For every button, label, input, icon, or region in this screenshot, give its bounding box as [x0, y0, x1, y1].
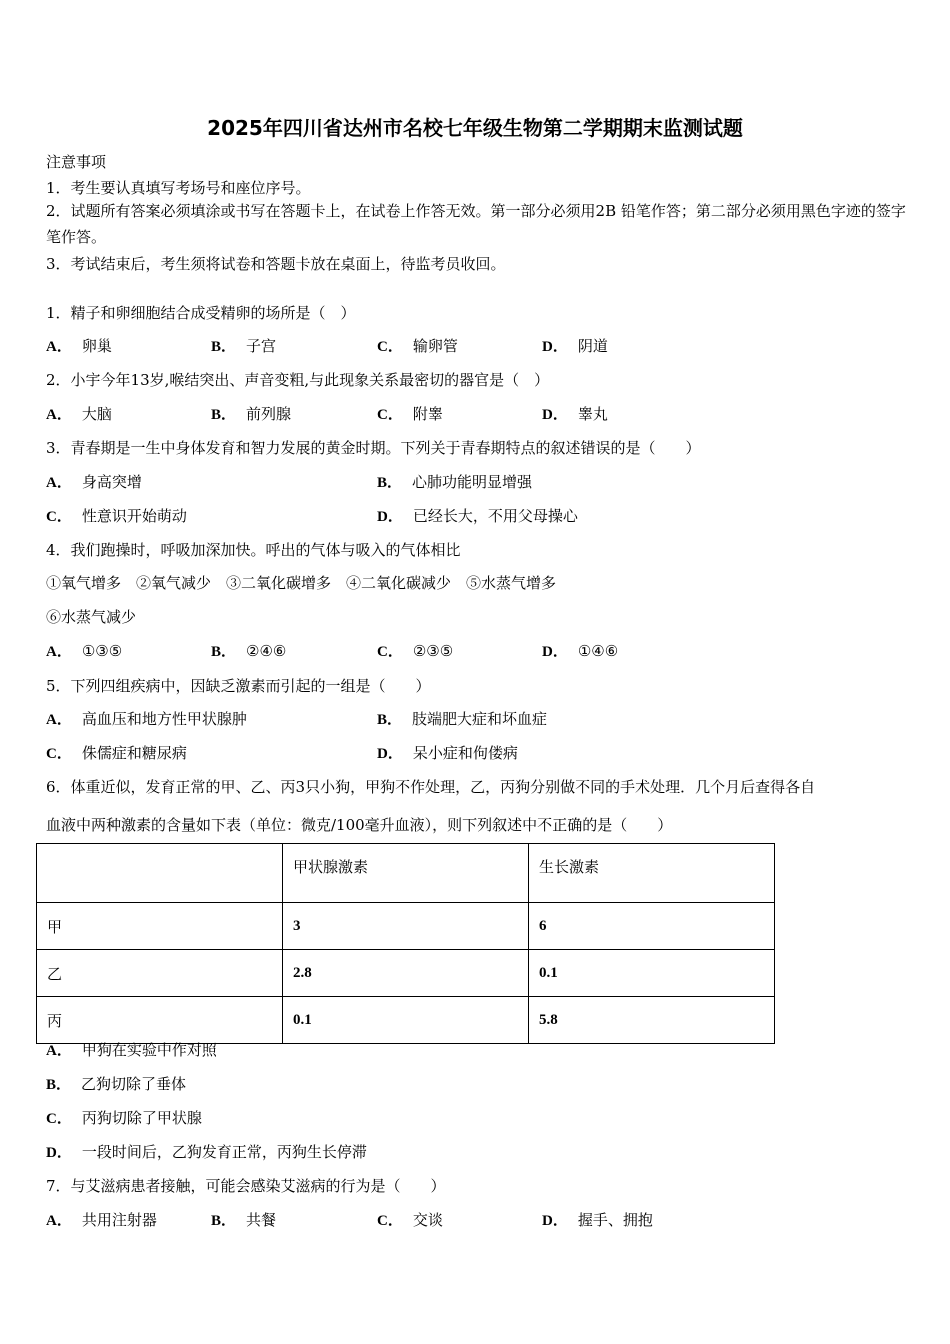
option-letter: B．	[377, 712, 403, 728]
option-text: 已经长大，不用父母操心	[412, 507, 578, 525]
table-cell: 乙	[37, 950, 283, 997]
option-d[interactable]	[542, 335, 608, 356]
option-text: 共用注射器	[81, 1211, 157, 1229]
option-b[interactable]	[377, 471, 532, 492]
option-text: 乙狗切除了垂体	[81, 1075, 187, 1093]
question-stem: 6．体重近似，发育正常的甲、乙、丙3只小狗，甲狗不作处理，乙，丙狗分别做不同的手术处理．几个月后查得各自	[46, 778, 816, 796]
option-text: 握手、拥抱	[577, 1211, 653, 1229]
option-d[interactable]	[542, 403, 608, 424]
option-letter: C．	[377, 339, 403, 355]
option-d[interactable]	[377, 742, 518, 763]
option-letter: A．	[46, 712, 72, 728]
table-cell: 丙	[37, 997, 283, 1044]
option-letter: B．	[46, 1077, 72, 1093]
option-text: 肢端肥大症和坏血症	[412, 710, 548, 728]
option-text: 阴道	[577, 337, 608, 355]
question-stem: 5．下列四组疾病中，因缺乏激素而引起的一组是（ ）	[46, 677, 431, 695]
option-text: ①④⑥	[577, 642, 619, 660]
option-text: 输卵管	[412, 337, 458, 355]
notice-item: 1．考生要认真填写考场号和座位序号。	[46, 179, 311, 197]
option-letter: A．	[46, 407, 72, 423]
option-letter: D．	[542, 644, 568, 660]
option-text: ①③⑤	[81, 642, 123, 660]
hormone-table	[36, 843, 775, 1044]
option-letter: D．	[377, 746, 403, 762]
option-b[interactable]	[211, 403, 291, 424]
option-letter: C．	[377, 407, 403, 423]
table-cell: 3	[283, 903, 529, 950]
option-text: 身高突增	[81, 473, 142, 491]
option-text: 卵巢	[81, 337, 112, 355]
notice-item: 2．试题所有答案必须填涂或书写在答题卡上，在试卷上作答无效。第一部分必须用2B 铅笔作答；第二部分必须用黑色字迹的签字笔作答。	[46, 202, 906, 246]
question-stem: 4．我们跑操时，呼吸加深加快。呼出的气体与吸入的气体相比	[46, 541, 461, 559]
question-stem: 3．青春期是一生中身体发育和智力发展的黄金时期。下列关于青春期特点的叙述错误的是（ ）	[46, 439, 701, 457]
option-text: 共餐	[246, 1211, 277, 1229]
table-cell: 0.1	[283, 997, 529, 1044]
option-c[interactable]	[46, 505, 187, 526]
option-letter: D．	[542, 407, 568, 423]
page-title: 2025年四川省达州市名校七年级生物第二学期期末监测试题	[207, 116, 743, 140]
question-stem: 1．精子和卵细胞结合成受精卵的场所是（ ）	[46, 304, 356, 322]
option-c[interactable]	[46, 742, 187, 763]
table-header-cell	[37, 844, 283, 903]
table-cell: 甲	[37, 903, 283, 950]
option-letter: C．	[46, 1111, 72, 1127]
option-d[interactable]	[377, 505, 578, 526]
option-text: ②④⑥	[246, 642, 287, 660]
question-stem: 2．小宇今年13岁,喉结突出、声音变粗,与此现象关系最密切的器官是（ ）	[46, 371, 550, 389]
option-letter: C．	[46, 746, 72, 762]
option-text: 侏儒症和糖尿病	[81, 744, 187, 762]
option-b[interactable]	[46, 1073, 186, 1094]
table-header-cell: 生长激素	[529, 844, 775, 903]
option-letter: A．	[46, 475, 72, 491]
option-text: 附睾	[412, 405, 443, 423]
option-letter: A．	[46, 1213, 72, 1229]
option-a[interactable]	[46, 708, 247, 729]
question-sub-items: ⑥水蒸气减少	[46, 608, 137, 626]
question-stem: 7．与艾滋病患者接触，可能会感染艾滋病的行为是（ ）	[46, 1177, 446, 1195]
option-text: 呆小症和佝偻病	[412, 744, 518, 762]
option-text: 心肺功能明显增强	[412, 473, 533, 491]
option-a[interactable]	[46, 1039, 217, 1060]
option-a[interactable]	[46, 403, 112, 424]
option-letter: B．	[211, 1213, 237, 1229]
option-d[interactable]	[46, 1141, 367, 1162]
notice-item: 3．考试结束后，考生须将试卷和答题卡放在桌面上，待监考员收回。	[46, 255, 506, 273]
notice-heading: 注意事项	[46, 153, 107, 171]
question-stem-continued: 血液中两种激素的含量如下表（单位：微克/100毫升血液），则下列叙述中不正确的是（ ）	[46, 816, 673, 834]
option-text: 甲狗在实验中作对照	[81, 1041, 217, 1059]
option-text: 大脑	[81, 405, 112, 423]
table-cell: 0.1	[529, 950, 775, 997]
option-letter: B．	[211, 339, 237, 355]
option-letter: D．	[377, 509, 403, 525]
option-letter: D．	[542, 1213, 568, 1229]
option-d[interactable]	[542, 1209, 653, 1230]
table-row	[37, 950, 775, 997]
table-header-row	[37, 844, 775, 903]
option-c[interactable]	[377, 403, 443, 424]
option-letter: B．	[211, 407, 237, 423]
table-row	[37, 903, 775, 950]
option-a[interactable]	[46, 471, 142, 492]
option-letter: A．	[46, 1043, 72, 1059]
table-cell: 6	[529, 903, 775, 950]
option-b[interactable]	[211, 335, 276, 356]
option-b[interactable]	[211, 1209, 276, 1230]
option-text: ②③⑤	[412, 642, 454, 660]
option-c[interactable]	[377, 335, 458, 356]
option-text: 睾丸	[577, 405, 608, 423]
option-b[interactable]	[211, 640, 286, 661]
option-text: 性意识开始萌动	[81, 507, 187, 525]
option-b[interactable]	[377, 708, 547, 729]
option-letter: C．	[377, 1213, 403, 1229]
option-text: 交谈	[412, 1211, 443, 1229]
option-letter: A．	[46, 339, 72, 355]
option-letter: D．	[542, 339, 568, 355]
option-text: 前列腺	[246, 405, 292, 423]
table-cell: 5.8	[529, 997, 775, 1044]
option-letter: A．	[46, 644, 72, 660]
option-a[interactable]	[46, 1209, 157, 1230]
option-a[interactable]	[46, 335, 112, 356]
option-letter: C．	[377, 644, 403, 660]
option-letter: B．	[211, 644, 237, 660]
option-c[interactable]	[46, 1107, 202, 1128]
option-text: 一段时间后，乙狗发育正常，丙狗生长停滞	[81, 1143, 367, 1161]
option-text: 高血压和地方性甲状腺肿	[81, 710, 247, 728]
table-header-cell: 甲状腺激素	[283, 844, 529, 903]
option-letter: D．	[46, 1145, 72, 1161]
option-d[interactable]	[542, 640, 618, 661]
question-sub-items: ①氧气增多 ②氧气减少 ③二氧化碳增多 ④二氧化碳减少 ⑤水蒸气增多	[46, 574, 557, 592]
option-text: 丙狗切除了甲状腺	[81, 1109, 202, 1127]
option-a[interactable]	[46, 640, 122, 661]
option-letter: C．	[46, 509, 72, 525]
table-cell: 2.8	[283, 950, 529, 997]
option-text: 子宫	[246, 337, 277, 355]
option-letter: B．	[377, 475, 403, 491]
table-row	[37, 997, 775, 1044]
option-c[interactable]	[377, 640, 453, 661]
option-c[interactable]	[377, 1209, 443, 1230]
